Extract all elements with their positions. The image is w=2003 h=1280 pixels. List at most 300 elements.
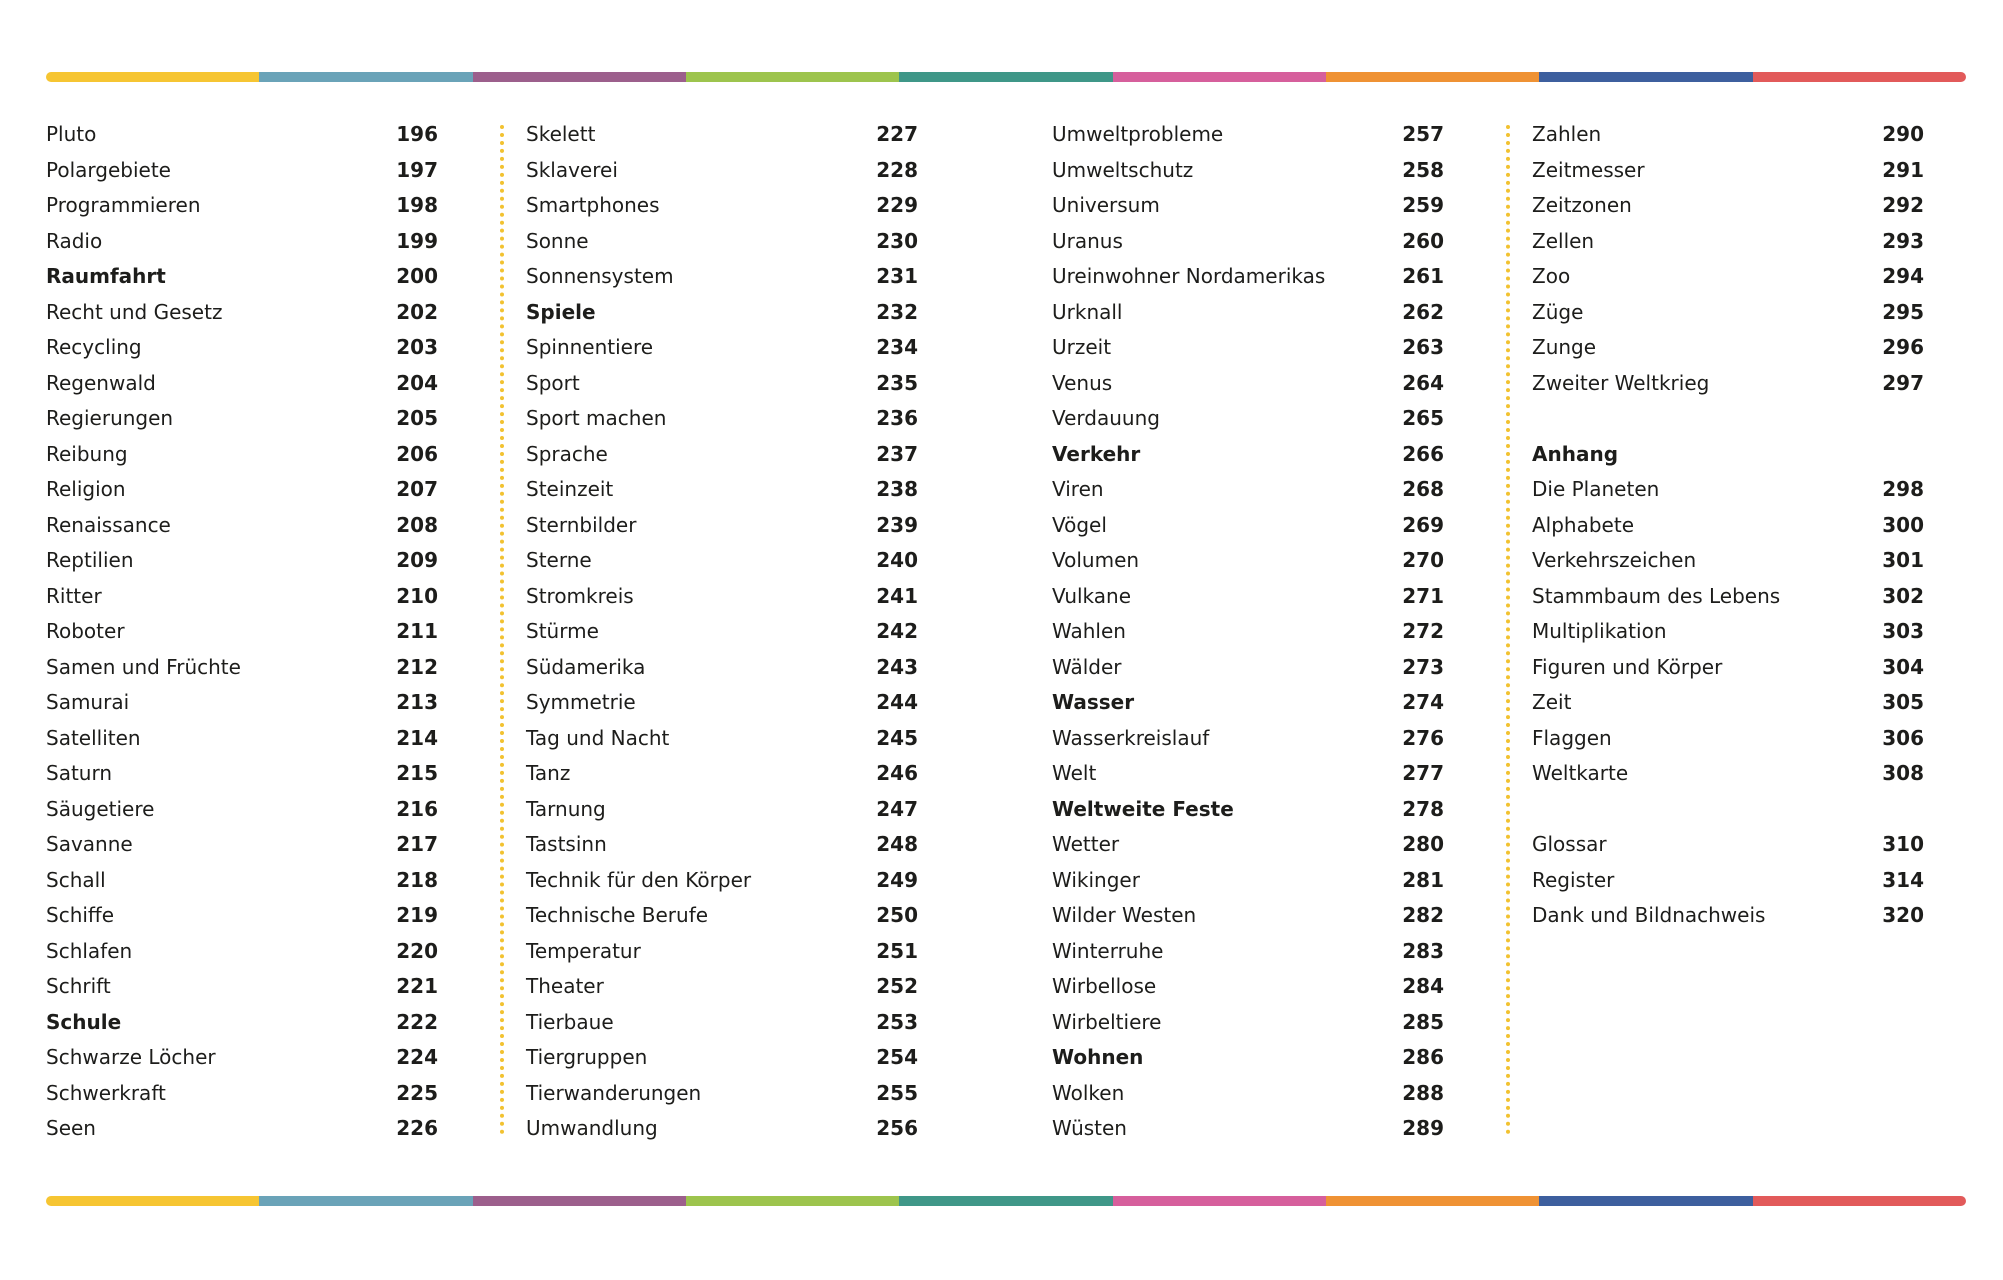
entry-label: Zeitzonen: [1532, 193, 1632, 217]
entry-page-number: 266: [1402, 441, 1444, 466]
index-entry: [1532, 117, 1924, 153]
entry-page-number: 248: [876, 832, 918, 856]
index-entry: [46, 650, 438, 686]
entry-label: Wüsten: [1052, 1116, 1127, 1140]
entry-page-number: 263: [1402, 335, 1444, 359]
entry-label: Wahlen: [1052, 619, 1126, 643]
index-entry: [46, 827, 438, 863]
entry-page-number: 262: [1402, 299, 1444, 324]
entry-page-number: 208: [396, 512, 438, 537]
entry-page-number: 320: [1882, 903, 1924, 927]
entry-label: Zweiter Weltkrieg: [1532, 370, 1710, 395]
entry-page-number: 247: [876, 796, 918, 821]
entry-label: Schall: [46, 867, 106, 892]
entry-label: Schiffe: [46, 903, 115, 927]
index-entry: [526, 792, 918, 828]
index-entry: [1532, 721, 1924, 757]
entry-page-number: 252: [876, 974, 918, 998]
entry-label: Symmetrie: [526, 690, 636, 714]
index-entry: [1532, 898, 1924, 934]
entry-label: Vulkane: [1052, 583, 1132, 608]
entry-label: Vögel: [1052, 512, 1107, 537]
entry-label: Tierwanderungen: [526, 1080, 702, 1105]
entry-label: Tierbaue: [526, 1009, 614, 1034]
index-entry: [526, 969, 918, 1005]
entry-page-number: 264: [1402, 370, 1444, 395]
index-entry: [1532, 614, 1924, 650]
entry-page-number: 221: [396, 974, 438, 998]
entry-page-number: 202: [396, 299, 438, 324]
section-spacer: [1532, 401, 1924, 437]
entry-label: Anhang: [1532, 441, 1619, 466]
entry-label: Theater: [526, 974, 604, 998]
index-entry-heading: [526, 295, 918, 331]
entry-label: Uranus: [1052, 228, 1123, 253]
index-entry: [46, 224, 438, 260]
index-entry: [46, 295, 438, 331]
section-spacer: [1532, 792, 1924, 828]
stripe-segment: [899, 1196, 1112, 1206]
entry-page-number: 282: [1402, 903, 1444, 927]
entry-label: Sterne: [526, 548, 592, 572]
entry-label: Zunge: [1532, 335, 1597, 359]
entry-page-number: 314: [1882, 867, 1924, 892]
entry-label: Technische Berufe: [526, 903, 709, 927]
index-entry: [1532, 579, 1924, 615]
entry-label: Weltkarte: [1532, 761, 1629, 785]
index-entry: [526, 579, 918, 615]
index-entry: [1052, 969, 1444, 1005]
top-color-stripe: [46, 72, 1966, 82]
entry-label: Skelett: [526, 122, 596, 146]
entry-label: Flaggen: [1532, 725, 1612, 750]
entry-page-number: 236: [876, 406, 918, 430]
stripe-segment: [1539, 72, 1752, 82]
entry-label: Zahlen: [1532, 122, 1602, 146]
index-entry: [1052, 1076, 1444, 1112]
index-entry: [526, 153, 918, 189]
entry-page-number: 227: [876, 122, 918, 146]
entry-label: Ritter: [46, 583, 102, 608]
index-entry: [1052, 827, 1444, 863]
stripe-segment: [46, 72, 259, 82]
entry-label: Wälder: [1052, 654, 1122, 679]
index-column-1: [46, 117, 438, 1147]
index-entry: [46, 543, 438, 579]
index-entry: [1052, 1111, 1444, 1147]
entry-page-number: 218: [396, 867, 438, 892]
index-entry: [526, 472, 918, 508]
entry-label: Umweltschutz: [1052, 157, 1194, 182]
index-entry: [526, 1076, 918, 1112]
index-entry-heading: [1052, 1040, 1444, 1076]
entry-page-number: 278: [1402, 796, 1444, 821]
entry-label: Pluto: [46, 122, 97, 146]
entry-page-number: 308: [1882, 761, 1924, 785]
entry-page-number: 245: [876, 725, 918, 750]
index-column-4: [1532, 117, 1924, 934]
entry-page-number: 212: [396, 654, 438, 679]
index-column-3: [1052, 117, 1444, 1147]
entry-label: Reptilien: [46, 548, 134, 572]
entry-label: Winterruhe: [1052, 938, 1164, 963]
entry-label: Die Planeten: [1532, 477, 1660, 501]
entry-page-number: 239: [876, 512, 918, 537]
entry-page-number: 295: [1882, 299, 1924, 324]
entry-label: Raumfahrt: [46, 264, 166, 288]
entry-label: Wohnen: [1052, 1045, 1144, 1069]
entry-label: Zellen: [1532, 228, 1595, 253]
entry-page-number: 210: [396, 583, 438, 608]
index-entry: [1052, 508, 1444, 544]
index-entry: [526, 330, 918, 366]
entry-page-number: 225: [396, 1080, 438, 1105]
index-entry: [46, 969, 438, 1005]
entry-label: Wirbeltiere: [1052, 1009, 1162, 1034]
index-entry: [526, 188, 918, 224]
entry-page-number: 273: [1402, 654, 1444, 679]
index-entry: [1052, 188, 1444, 224]
index-entry: [1052, 259, 1444, 295]
entry-label: Religion: [46, 477, 126, 501]
entry-label: Wolken: [1052, 1080, 1125, 1105]
entry-label: Stammbaum des Lebens: [1532, 583, 1781, 608]
entry-label: Reibung: [46, 441, 128, 466]
entry-page-number: 298: [1882, 477, 1924, 501]
entry-page-number: 292: [1882, 193, 1924, 217]
index-entry: [1052, 472, 1444, 508]
bottom-color-stripe: [46, 1196, 1966, 1206]
index-entry: [526, 117, 918, 153]
stripe-segment: [686, 72, 899, 82]
entry-page-number: 274: [1402, 690, 1444, 714]
entry-page-number: 213: [396, 690, 438, 714]
entry-page-number: 289: [1402, 1116, 1444, 1140]
entry-page-number: 240: [876, 548, 918, 572]
entry-label: Polargebiete: [46, 157, 171, 182]
entry-page-number: 305: [1882, 690, 1924, 714]
entry-label: Wilder Westen: [1052, 903, 1197, 927]
index-entry: [1052, 1005, 1444, 1041]
entry-page-number: 199: [396, 228, 438, 253]
entry-label: Volumen: [1052, 548, 1140, 572]
entry-page-number: 207: [396, 477, 438, 501]
entry-label: Verkehrszeichen: [1532, 548, 1697, 572]
entry-page-number: 277: [1402, 761, 1444, 785]
entry-label: Glossar: [1532, 832, 1607, 856]
index-entry: [46, 330, 438, 366]
entry-label: Programmieren: [46, 193, 201, 217]
entry-page-number: 276: [1402, 725, 1444, 750]
stripe-segment: [473, 1196, 686, 1206]
index-entry: [526, 827, 918, 863]
entry-page-number: 294: [1882, 264, 1924, 288]
entry-label: Tiergruppen: [526, 1045, 648, 1069]
entry-label: Urzeit: [1052, 335, 1112, 359]
entry-label: Tag und Nacht: [526, 725, 670, 750]
entry-page-number: 256: [876, 1116, 918, 1140]
entry-label: Tarnung: [526, 796, 606, 821]
index-entry: [1052, 295, 1444, 331]
index-entry: [526, 650, 918, 686]
index-entry: [1052, 934, 1444, 970]
entry-page-number: 200: [396, 264, 438, 288]
index-entry: [1532, 330, 1924, 366]
entry-page-number: 219: [396, 903, 438, 927]
index-entry: [526, 1111, 918, 1147]
entry-page-number: 310: [1882, 832, 1924, 856]
entry-label: Venus: [1052, 370, 1113, 395]
stripe-segment: [686, 1196, 899, 1206]
entry-label: Savanne: [46, 832, 133, 856]
index-entry: [46, 472, 438, 508]
index-entry-heading: [1052, 685, 1444, 721]
entry-label: Multiplikation: [1532, 619, 1667, 643]
entry-label: Renaissance: [46, 512, 171, 537]
index-entry: [46, 756, 438, 792]
entry-label: Weltweite Feste: [1052, 796, 1234, 821]
entry-page-number: 257: [1402, 122, 1444, 146]
index-entry: [1052, 721, 1444, 757]
entry-label: Verkehr: [1052, 441, 1141, 466]
index-entry: [526, 401, 918, 437]
entry-page-number: 228: [876, 157, 918, 182]
entry-label: Register: [1532, 867, 1615, 892]
index-entry: [46, 188, 438, 224]
entry-label: Zeit: [1532, 690, 1572, 714]
entry-page-number: 303: [1882, 619, 1924, 643]
index-entry: [1532, 508, 1924, 544]
entry-label: Schwerkraft: [46, 1080, 166, 1105]
entry-label: Tastsinn: [526, 832, 607, 856]
entry-page-number: 254: [876, 1045, 918, 1069]
entry-label: Satelliten: [46, 725, 141, 750]
index-entry: [1532, 756, 1924, 792]
index-entry: [46, 792, 438, 828]
entry-label: Schule: [46, 1009, 122, 1034]
entry-page-number: 222: [396, 1009, 438, 1034]
entry-page-number: 259: [1402, 193, 1444, 217]
entry-label: Sport machen: [526, 406, 667, 430]
entry-label: Samurai: [46, 690, 130, 714]
index-entry: [46, 685, 438, 721]
entry-label: Viren: [1052, 477, 1104, 501]
entry-label: Zoo: [1532, 264, 1571, 288]
entry-page-number: 231: [876, 264, 918, 288]
entry-page-number: 232: [876, 299, 918, 324]
entry-page-number: 269: [1402, 512, 1444, 537]
entry-label: Recycling: [46, 335, 142, 359]
entry-page-number: 215: [396, 761, 438, 785]
entry-label: Technik für den Körper: [526, 867, 752, 892]
entry-label: Temperatur: [526, 938, 641, 963]
entry-page-number: 268: [1402, 477, 1444, 501]
entry-page-number: 204: [396, 370, 438, 395]
entry-page-number: 203: [396, 335, 438, 359]
entry-page-number: 217: [396, 832, 438, 856]
index-entry: [526, 685, 918, 721]
index-entry: [1532, 685, 1924, 721]
stripe-segment: [1539, 1196, 1752, 1206]
stripe-segment: [259, 72, 472, 82]
entry-page-number: 288: [1402, 1080, 1444, 1105]
index-entry: [46, 614, 438, 650]
index-entry: [526, 366, 918, 402]
index-entry: [1532, 543, 1924, 579]
stripe-segment: [1753, 1196, 1966, 1206]
entry-page-number: 290: [1882, 122, 1924, 146]
entry-page-number: 216: [396, 796, 438, 821]
entry-page-number: 272: [1402, 619, 1444, 643]
stripe-segment: [1326, 1196, 1539, 1206]
index-entry: [1052, 614, 1444, 650]
entry-page-number: 285: [1402, 1009, 1444, 1034]
entry-page-number: 286: [1402, 1045, 1444, 1069]
index-entry: [46, 579, 438, 615]
index-entry: [1532, 188, 1924, 224]
entry-label: Alphabete: [1532, 512, 1635, 537]
entry-page-number: 296: [1882, 335, 1924, 359]
entry-label: Spinnentiere: [526, 335, 654, 359]
index-entry: [1532, 650, 1924, 686]
dotted-divider-2: [1506, 125, 1510, 1135]
entry-page-number: 234: [876, 335, 918, 359]
index-entry: [526, 934, 918, 970]
index-entry: [1052, 153, 1444, 189]
entry-page-number: 265: [1402, 406, 1444, 430]
entry-page-number: 197: [396, 157, 438, 182]
index-entry: [1052, 224, 1444, 260]
entry-label: Umweltprobleme: [1052, 122, 1224, 146]
index-entry: [1532, 827, 1924, 863]
entry-page-number: 224: [396, 1045, 438, 1069]
index-entry: [46, 1111, 438, 1147]
entry-label: Sport: [526, 370, 580, 395]
entry-page-number: 270: [1402, 548, 1444, 572]
entry-page-number: 242: [876, 619, 918, 643]
stripe-segment: [1113, 1196, 1326, 1206]
index-entry: [526, 543, 918, 579]
entry-page-number: 229: [876, 193, 918, 217]
entry-label: Steinzeit: [526, 477, 614, 501]
entry-page-number: 306: [1882, 725, 1924, 750]
entry-page-number: 260: [1402, 228, 1444, 253]
entry-page-number: 243: [876, 654, 918, 679]
index-entry: [1052, 650, 1444, 686]
entry-page-number: 209: [396, 548, 438, 572]
index-entry: [526, 1040, 918, 1076]
index-entry: [46, 863, 438, 899]
index-entry: [526, 756, 918, 792]
entry-label: Sonnensystem: [526, 264, 674, 288]
entry-label: Samen und Früchte: [46, 654, 241, 679]
entry-label: Spiele: [526, 299, 596, 324]
entry-label: Verdauung: [1052, 406, 1160, 430]
index-entry: [1532, 863, 1924, 899]
stripe-segment: [473, 72, 686, 82]
entry-label: Universum: [1052, 193, 1160, 217]
index-entry: [1532, 153, 1924, 189]
index-entry: [46, 366, 438, 402]
index-entry: [526, 1005, 918, 1041]
entry-label: Schrift: [46, 974, 111, 998]
index-entry: [526, 508, 918, 544]
index-entry: [46, 1040, 438, 1076]
entry-label: Dank und Bildnachweis: [1532, 903, 1766, 927]
entry-page-number: 291: [1882, 157, 1924, 182]
entry-page-number: 211: [396, 619, 438, 643]
index-entry: [46, 401, 438, 437]
entry-label: Sprache: [526, 441, 608, 466]
entry-page-number: 253: [876, 1009, 918, 1034]
entry-page-number: 230: [876, 228, 918, 253]
stripe-segment: [46, 1196, 259, 1206]
entry-label: Sklaverei: [526, 157, 618, 182]
index-entry: [46, 934, 438, 970]
index-column-2: [526, 117, 918, 1147]
entry-label: Regenwald: [46, 370, 156, 395]
entry-page-number: 280: [1402, 832, 1444, 856]
entry-label: Sonne: [526, 228, 589, 253]
entry-page-number: 284: [1402, 974, 1444, 998]
index-entry: [526, 721, 918, 757]
entry-label: Stromkreis: [526, 583, 634, 608]
index-entry-heading: [1532, 437, 1924, 473]
entry-label: Wasserkreislauf: [1052, 725, 1210, 750]
entry-page-number: 293: [1882, 228, 1924, 253]
entry-label: Züge: [1532, 299, 1584, 324]
index-entry: [1052, 117, 1444, 153]
entry-page-number: 255: [876, 1080, 918, 1105]
entry-page-number: 246: [876, 761, 918, 785]
index-entry-heading: [46, 1005, 438, 1041]
entry-label: Figuren und Körper: [1532, 654, 1723, 679]
index-entry-heading: [1052, 437, 1444, 473]
entry-page-number: 304: [1882, 654, 1924, 679]
entry-label: Regierungen: [46, 406, 174, 430]
entry-label: Radio: [46, 228, 103, 253]
entry-label: Wetter: [1052, 832, 1120, 856]
entry-page-number: 206: [396, 441, 438, 466]
entry-label: Saturn: [46, 761, 113, 785]
entry-label: Roboter: [46, 619, 125, 643]
entry-label: Ureinwohner Nordamerikas: [1052, 264, 1326, 288]
entry-label: Umwandlung: [526, 1116, 658, 1140]
entry-label: Smartphones: [526, 193, 660, 217]
entry-label: Schlafen: [46, 938, 133, 963]
index-entry: [46, 1076, 438, 1112]
index-entry: [1052, 756, 1444, 792]
entry-page-number: 300: [1882, 512, 1924, 537]
index-entry: [46, 117, 438, 153]
entry-label: Säugetiere: [46, 796, 155, 821]
index-entry: [1052, 579, 1444, 615]
index-entry: [46, 437, 438, 473]
entry-page-number: 271: [1402, 583, 1444, 608]
index-entry: [526, 863, 918, 899]
index-entry: [526, 437, 918, 473]
index-entry: [1052, 543, 1444, 579]
index-entry: [1052, 863, 1444, 899]
dotted-divider-1: [500, 125, 504, 1135]
entry-label: Wasser: [1052, 690, 1135, 714]
entry-page-number: 244: [876, 690, 918, 714]
index-entry: [1532, 472, 1924, 508]
entry-label: Südamerika: [526, 654, 646, 679]
stripe-segment: [899, 72, 1112, 82]
index-entry-heading: [46, 259, 438, 295]
index-entry: [46, 508, 438, 544]
